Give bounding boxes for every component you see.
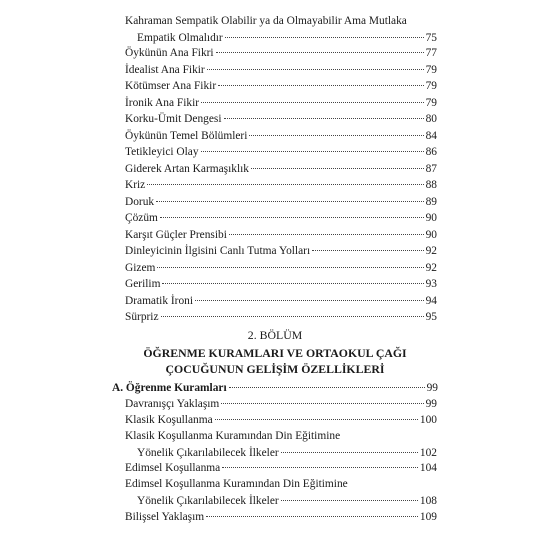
toc-entry-text: Öykünün Ana Fikri xyxy=(125,47,214,59)
toc-entry xyxy=(125,276,437,293)
toc-entry xyxy=(125,412,437,429)
toc-entry xyxy=(125,260,437,277)
leader-dots xyxy=(251,168,424,169)
page-number: 75 xyxy=(425,31,437,44)
page-number: 99 xyxy=(425,398,437,410)
toc-entry-text: Korku-Ümit Dengesi xyxy=(125,113,222,125)
page-number: 108 xyxy=(419,494,437,507)
page-number: 80 xyxy=(425,113,437,125)
page-number: 79 xyxy=(425,96,437,109)
page-number: 94 xyxy=(425,294,437,307)
leader-dots xyxy=(201,102,424,103)
leader-dots xyxy=(225,37,424,38)
leader-dots xyxy=(195,300,424,301)
toc-entry xyxy=(125,111,437,128)
page-number: 109 xyxy=(419,511,437,523)
toc-entry xyxy=(125,128,437,145)
toc-entry-text: Kriz xyxy=(125,179,146,191)
page-number: 87 xyxy=(425,162,437,175)
toc-entry xyxy=(125,78,437,95)
toc-entry xyxy=(125,161,437,178)
toc-entry xyxy=(125,293,437,310)
toc-entry xyxy=(125,243,437,260)
toc-entry xyxy=(125,309,437,326)
page-number: 95 xyxy=(425,311,437,323)
page-number: 104 xyxy=(419,462,437,474)
toc-entry-text: Sürpriz xyxy=(125,311,159,323)
leader-dots xyxy=(161,316,424,317)
toc-entry-text: Klasik Koşullanma Kuramından Din Eğitimine xyxy=(125,430,341,442)
toc-entry-text: Davranışçı Yaklaşım xyxy=(125,398,220,410)
toc-entry xyxy=(125,476,437,509)
toc-entry-text: Doruk xyxy=(125,195,155,208)
leader-dots xyxy=(207,69,424,70)
toc-entry-text: Yönelik Çıkarılabilecek İlkeler xyxy=(137,446,279,459)
toc-entry xyxy=(125,45,437,62)
toc-entry xyxy=(125,177,437,194)
leader-dots xyxy=(281,452,418,453)
toc-entry-text: Bilişsel Yaklaşım xyxy=(125,511,205,523)
leader-dots xyxy=(222,467,418,468)
leader-dots xyxy=(215,419,418,420)
leader-dots xyxy=(249,135,423,136)
toc-entry xyxy=(125,509,437,526)
leader-dots xyxy=(221,403,423,404)
toc-entry-text: Karşıt Güçler Prensibi xyxy=(125,228,227,241)
toc-entry xyxy=(125,227,437,244)
toc-entry-text: Öykünün Temel Bölümleri xyxy=(125,129,248,142)
leader-dots xyxy=(229,234,424,235)
toc-entry-text: Empatik Olmalıdır xyxy=(137,31,223,44)
page-number: 100 xyxy=(419,414,437,426)
toc-entry-text: Kötümser Ana Fikir xyxy=(125,80,217,92)
leader-dots xyxy=(218,85,423,86)
leader-dots xyxy=(206,516,418,517)
toc-entry-text: Edimsel Koşullanma Kuramından Din Eğitimine xyxy=(125,478,348,490)
toc-entry-text: Dinleyicinin İlgisini Canlı Tutma Yolları xyxy=(125,245,311,257)
toc-entry-text: Dramatik İroni xyxy=(125,294,194,307)
toc-entry-text: Çözüm xyxy=(125,212,158,224)
toc-entry xyxy=(125,95,437,112)
page-number: 92 xyxy=(425,261,437,274)
toc-entry xyxy=(125,396,437,413)
leader-dots xyxy=(224,118,424,119)
page-number: 90 xyxy=(425,228,437,241)
section-title-line2: ÇOCUĞUNUN GELİŞİM ÖZELLİKLERİ xyxy=(165,361,385,376)
leader-dots xyxy=(281,500,418,501)
leader-dots xyxy=(156,201,424,202)
page-number: 99 xyxy=(426,382,438,394)
toc-entry-text: Giderek Artan Karmaşıklık xyxy=(125,162,249,175)
toc-entry xyxy=(125,62,437,79)
toc-entry xyxy=(125,460,437,477)
toc-entry xyxy=(125,210,437,227)
page-number: 88 xyxy=(425,179,437,191)
toc-entry-text: Edimsel Koşullanma xyxy=(125,462,221,474)
toc-entry-text: Gizem xyxy=(125,261,156,274)
toc-entry xyxy=(125,13,437,46)
section-label: 2. BÖLÜM xyxy=(247,328,303,342)
page-number: 79 xyxy=(425,63,437,76)
toc-entry-text: Yönelik Çıkarılabilecek İlkeler xyxy=(137,494,279,507)
toc-entry xyxy=(125,194,437,211)
toc-entry-text: Tetikleyici Olay xyxy=(125,146,199,158)
page-number: 90 xyxy=(425,212,437,224)
section-title-line1: ÖĞRENME KURAMLARI VE ORTAOKUL ÇAĞI xyxy=(143,346,407,360)
leader-dots xyxy=(162,283,423,284)
toc-entry-text: Gerilim xyxy=(125,278,161,290)
page-number: 89 xyxy=(425,195,437,208)
page-number: 84 xyxy=(425,129,437,142)
leader-dots xyxy=(229,387,425,388)
page-number: 93 xyxy=(425,278,437,290)
toc-entry-text: İronik Ana Fikir xyxy=(125,96,200,109)
page-number: 86 xyxy=(425,146,437,158)
leader-dots xyxy=(201,151,424,152)
toc-entry-text: Kahraman Sempatik Olabilir ya da Olmayabilir Ama Mutlaka xyxy=(125,15,407,27)
toc-entry xyxy=(125,144,437,161)
leader-dots xyxy=(160,217,424,218)
page-number: 77 xyxy=(425,47,437,59)
leader-dots xyxy=(216,52,424,53)
toc-entry xyxy=(125,428,437,461)
toc-entry-text: A. Öğrenme Kuramları xyxy=(112,382,227,394)
toc-entry xyxy=(112,380,438,397)
leader-dots xyxy=(147,184,423,185)
toc-entry-text: Klasik Koşullanma xyxy=(125,414,213,426)
page-number: 79 xyxy=(425,80,437,92)
leader-dots xyxy=(312,250,423,251)
leader-dots xyxy=(157,267,423,268)
page-number: 92 xyxy=(425,245,437,257)
page-number: 102 xyxy=(419,446,437,459)
toc-entry-text: İdealist Ana Fikir xyxy=(125,63,205,76)
